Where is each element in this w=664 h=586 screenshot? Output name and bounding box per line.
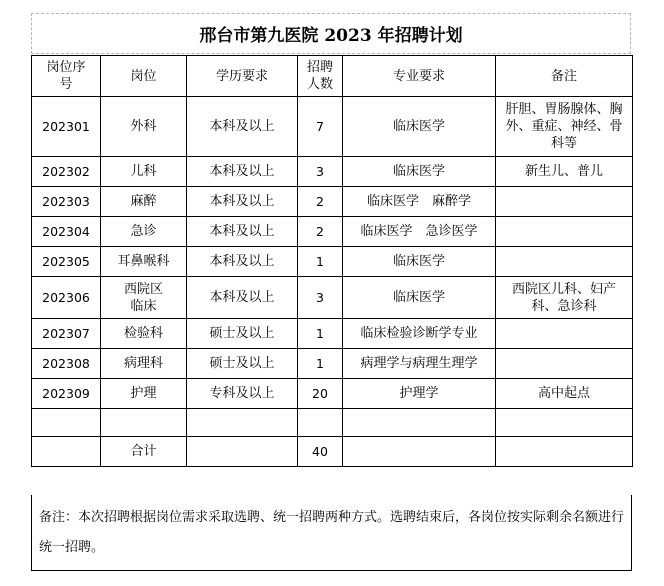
cell-count: 1 bbox=[298, 349, 343, 379]
empty-cell bbox=[187, 409, 298, 437]
table-row bbox=[32, 319, 633, 349]
cell-remark bbox=[496, 349, 633, 379]
cell-remark: 西院区儿科、妇产科、急诊科 bbox=[496, 277, 633, 319]
empty-cell bbox=[298, 409, 343, 437]
cell-major: 临床医学 急诊医学 bbox=[343, 217, 496, 247]
cell-major: 临床医学 bbox=[343, 97, 496, 157]
total-empty-cell bbox=[343, 437, 496, 467]
table-row bbox=[32, 247, 633, 277]
cell-code: 202308 bbox=[32, 349, 101, 379]
cell-education: 硕士及以上 bbox=[187, 349, 298, 379]
empty-cell bbox=[32, 409, 101, 437]
recruitment-table bbox=[31, 55, 633, 467]
cell-position: 西院区临床 bbox=[101, 277, 187, 319]
cell-major: 临床医学 bbox=[343, 157, 496, 187]
footnote: 备注：本次招聘根据岗位需求采取选聘、统一招聘两种方式。选聘结束后，各岗位按实际剩余名额进行统一招聘。 bbox=[31, 495, 632, 571]
header-count: 招聘人数 bbox=[298, 56, 343, 97]
cell-position: 耳鼻喉科 bbox=[101, 247, 187, 277]
total-empty-cell bbox=[187, 437, 298, 467]
cell-code: 202304 bbox=[32, 217, 101, 247]
empty-cell bbox=[101, 409, 187, 437]
header-row bbox=[32, 56, 633, 97]
cell-position: 外科 bbox=[101, 97, 187, 157]
empty-row bbox=[32, 409, 633, 437]
cell-education: 专科及以上 bbox=[187, 379, 298, 409]
cell-count: 1 bbox=[298, 247, 343, 277]
cell-code: 202301 bbox=[32, 97, 101, 157]
cell-count: 2 bbox=[298, 187, 343, 217]
header-major: 专业要求 bbox=[343, 56, 496, 97]
page-title: 邢台市第九医院 2023 年招聘计划 bbox=[31, 13, 631, 54]
total-count: 40 bbox=[298, 437, 343, 467]
cell-remark bbox=[496, 217, 633, 247]
total-row bbox=[32, 437, 633, 467]
cell-position: 检验科 bbox=[101, 319, 187, 349]
total-empty-cell bbox=[496, 437, 633, 467]
cell-education: 硕士及以上 bbox=[187, 319, 298, 349]
cell-education: 本科及以上 bbox=[187, 247, 298, 277]
cell-position: 儿科 bbox=[101, 157, 187, 187]
cell-education: 本科及以上 bbox=[187, 97, 298, 157]
table-row bbox=[32, 157, 633, 187]
cell-count: 3 bbox=[298, 277, 343, 319]
cell-code: 202309 bbox=[32, 379, 101, 409]
cell-count: 1 bbox=[298, 319, 343, 349]
cell-major: 临床医学 bbox=[343, 277, 496, 319]
total-empty-cell bbox=[32, 437, 101, 467]
cell-education: 本科及以上 bbox=[187, 187, 298, 217]
cell-remark bbox=[496, 247, 633, 277]
cell-remark bbox=[496, 319, 633, 349]
table-row bbox=[32, 97, 633, 157]
cell-remark: 高中起点 bbox=[496, 379, 633, 409]
cell-code: 202303 bbox=[32, 187, 101, 217]
header-remark: 备注 bbox=[496, 56, 633, 97]
cell-count: 3 bbox=[298, 157, 343, 187]
empty-cell bbox=[496, 409, 633, 437]
cell-major: 临床医学 麻醉学 bbox=[343, 187, 496, 217]
cell-count: 2 bbox=[298, 217, 343, 247]
cell-code: 202306 bbox=[32, 277, 101, 319]
cell-code: 202305 bbox=[32, 247, 101, 277]
cell-remark bbox=[496, 187, 633, 217]
empty-cell bbox=[343, 409, 496, 437]
cell-major: 临床检验诊断学专业 bbox=[343, 319, 496, 349]
cell-count: 7 bbox=[298, 97, 343, 157]
cell-remark: 新生儿、普儿 bbox=[496, 157, 633, 187]
cell-major: 护理学 bbox=[343, 379, 496, 409]
table-row bbox=[32, 349, 633, 379]
cell-education: 本科及以上 bbox=[187, 157, 298, 187]
cell-position: 护理 bbox=[101, 379, 187, 409]
cell-position: 急诊 bbox=[101, 217, 187, 247]
header-position: 岗位 bbox=[101, 56, 187, 97]
table-row bbox=[32, 277, 633, 319]
header-code: 岗位序号 bbox=[32, 56, 101, 97]
cell-code: 202307 bbox=[32, 319, 101, 349]
table-row bbox=[32, 379, 633, 409]
cell-education: 本科及以上 bbox=[187, 217, 298, 247]
recruitment-sheet bbox=[31, 13, 632, 571]
cell-major: 病理学与病理生理学 bbox=[343, 349, 496, 379]
cell-code: 202302 bbox=[32, 157, 101, 187]
total-label: 合计 bbox=[101, 437, 187, 467]
header-education: 学历要求 bbox=[187, 56, 298, 97]
cell-education: 本科及以上 bbox=[187, 277, 298, 319]
cell-position: 病理科 bbox=[101, 349, 187, 379]
table-row bbox=[32, 217, 633, 247]
cell-major: 临床医学 bbox=[343, 247, 496, 277]
cell-remark: 肝胆、胃肠腺体、胸外、重症、神经、骨科等 bbox=[496, 97, 633, 157]
table-row bbox=[32, 187, 633, 217]
cell-position: 麻醉 bbox=[101, 187, 187, 217]
cell-count: 20 bbox=[298, 379, 343, 409]
